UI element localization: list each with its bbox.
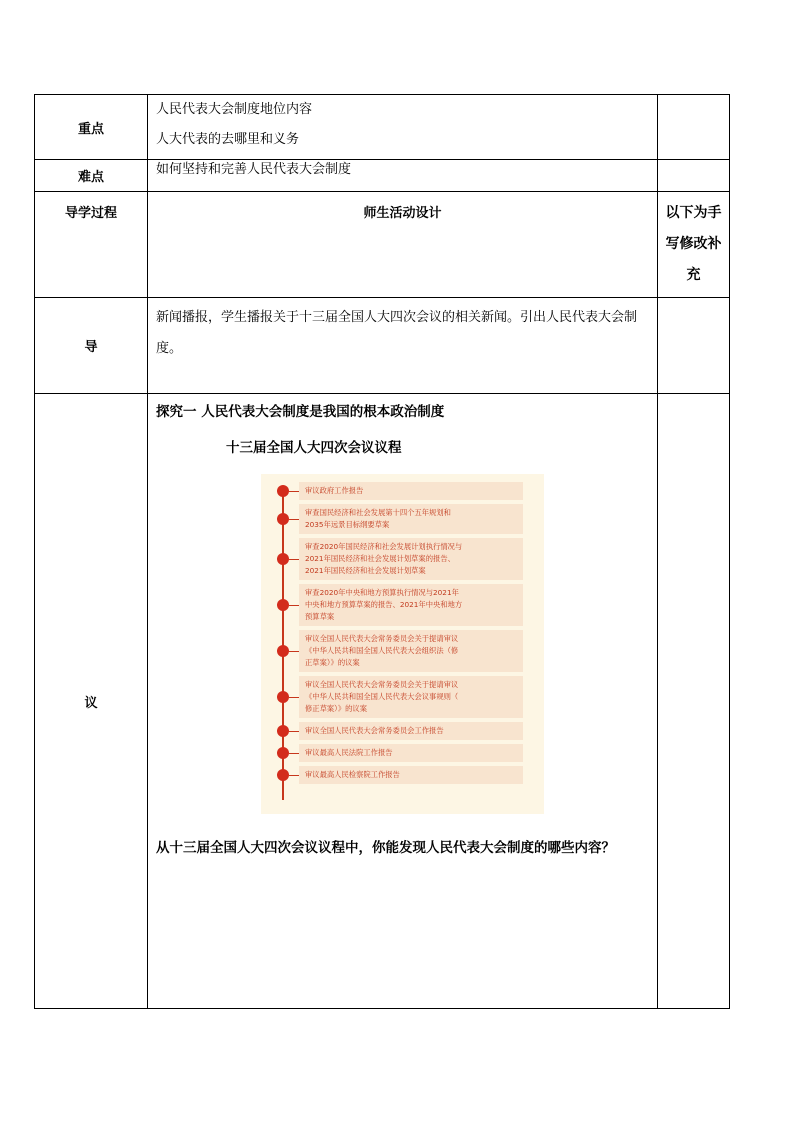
agenda-item-line: 审查2020年国民经济和社会发展计划执行情况与: [305, 542, 463, 551]
agenda-item-line: 预算草案: [305, 612, 335, 621]
lead-row: [35, 298, 730, 394]
timeline-connector: [289, 491, 299, 492]
discuss-row: [35, 394, 730, 1009]
timeline-connector: [289, 605, 299, 606]
timeline-dot: [277, 553, 289, 565]
agenda-item: [299, 766, 523, 784]
keypoint-row: [35, 95, 730, 160]
timeline-connector: [289, 697, 299, 698]
handnote-header: [658, 192, 730, 298]
agenda-item-line: 中央和地方预算草案的报告、2021年中央和地方: [305, 600, 463, 609]
activity-header: 师生活动设计: [148, 192, 658, 298]
lesson-plan-table: [34, 94, 730, 1009]
agenda-item: [299, 482, 523, 500]
keypoint-notes: [658, 95, 730, 160]
agenda-item-line: 2021年国民经济和社会发展计划草案的报告、: [305, 554, 455, 563]
timeline-dot: [277, 485, 289, 497]
timeline-dot: [277, 691, 289, 703]
keypoint-line-2: 人大代表的去哪里和义务: [156, 132, 300, 147]
process-row: [35, 192, 730, 298]
agenda-item-line: 2035年远景目标纲要草案: [305, 520, 390, 529]
agenda-timeline-figure: [261, 474, 544, 814]
timeline-dot: [277, 513, 289, 525]
lead-text: 新闻播报，学生播报关于十三届全国人大四次会议的相关新闻。引出人民代表大会制度。: [156, 310, 638, 356]
handnote-line-1: 以下为手: [665, 205, 722, 221]
handnote-line-3: 充: [686, 267, 701, 283]
difficulty-content: [148, 160, 658, 192]
agenda-item-line: 审议全国人民代表大会常务委员会关于提请审议: [305, 634, 459, 643]
agenda-item: [299, 538, 523, 580]
discuss-content: [148, 394, 658, 1009]
agenda-item: [299, 630, 523, 672]
difficulty-text: 如何坚持和完善人民代表大会制度: [156, 162, 352, 177]
timeline-dot: [277, 769, 289, 781]
agenda-item-line: 修正草案）》的议案: [305, 704, 368, 713]
agenda-item-line: 2021年国民经济和社会发展计划草案: [305, 566, 426, 575]
timeline-connector: [289, 559, 299, 560]
timeline-connector: [289, 753, 299, 754]
lead-label: 导: [35, 298, 148, 394]
agenda-item-line: 审议最高人民法院工作报告: [305, 748, 393, 757]
agenda-item-line: 审议全国人民代表大会常务委员会关于提请审议: [305, 680, 459, 689]
agenda-heading: 十三届全国人大四次会议议程: [226, 440, 402, 456]
agenda-item: [299, 676, 523, 718]
discuss-notes: [658, 394, 730, 1009]
discuss-label: 议: [35, 394, 148, 1009]
difficulty-label: 难点: [35, 160, 148, 192]
agenda-item-line: 审查2020年中央和地方预算执行情况与2021年: [305, 588, 459, 597]
timeline-dot: [277, 747, 289, 759]
difficulty-row: [35, 160, 730, 192]
process-label: 导学过程: [35, 192, 148, 298]
agenda-item-line: 审议最高人民检察院工作报告: [305, 770, 400, 779]
timeline-dot: [277, 645, 289, 657]
inquiry-title: 探究一 人民代表大会制度是我国的根本政治制度: [156, 404, 445, 420]
agenda-item-line: 审议全国人民代表大会常务委员会工作报告: [305, 726, 444, 735]
keypoint-line-1: 人民代表大会制度地位内容: [156, 102, 313, 117]
agenda-item: [299, 722, 523, 740]
timeline-dot: [277, 725, 289, 737]
keypoint-label: 重点: [35, 95, 148, 160]
lead-content: [148, 298, 658, 394]
timeline-connector: [289, 731, 299, 732]
agenda-item-line: 正草案）》的议案: [305, 658, 360, 667]
timeline-connector: [289, 651, 299, 652]
agenda-item-line: 审议政府工作报告: [305, 486, 364, 495]
agenda-item: [299, 744, 523, 762]
agenda-item: [299, 584, 523, 626]
agenda-item: [299, 504, 523, 534]
timeline-dot: [277, 599, 289, 611]
agenda-item-line: 《中华人民共和国全国人民代表大会组织法（修: [305, 646, 459, 655]
agenda-item-line: 审查国民经济和社会发展第十四个五年规划和: [305, 508, 451, 517]
timeline-connector: [289, 775, 299, 776]
timeline-connector: [289, 519, 299, 520]
handnote-line-2: 写修改补: [665, 236, 722, 252]
difficulty-notes: [658, 160, 730, 192]
discussion-question: 从十三届全国人大四次会议议程中，你能发现人民代表大会制度的哪些内容？: [156, 840, 615, 856]
lead-notes: [658, 298, 730, 394]
keypoint-content: [148, 95, 658, 160]
agenda-item-line: 《中华人民共和国全国人民代表大会议事规则（: [305, 692, 459, 701]
